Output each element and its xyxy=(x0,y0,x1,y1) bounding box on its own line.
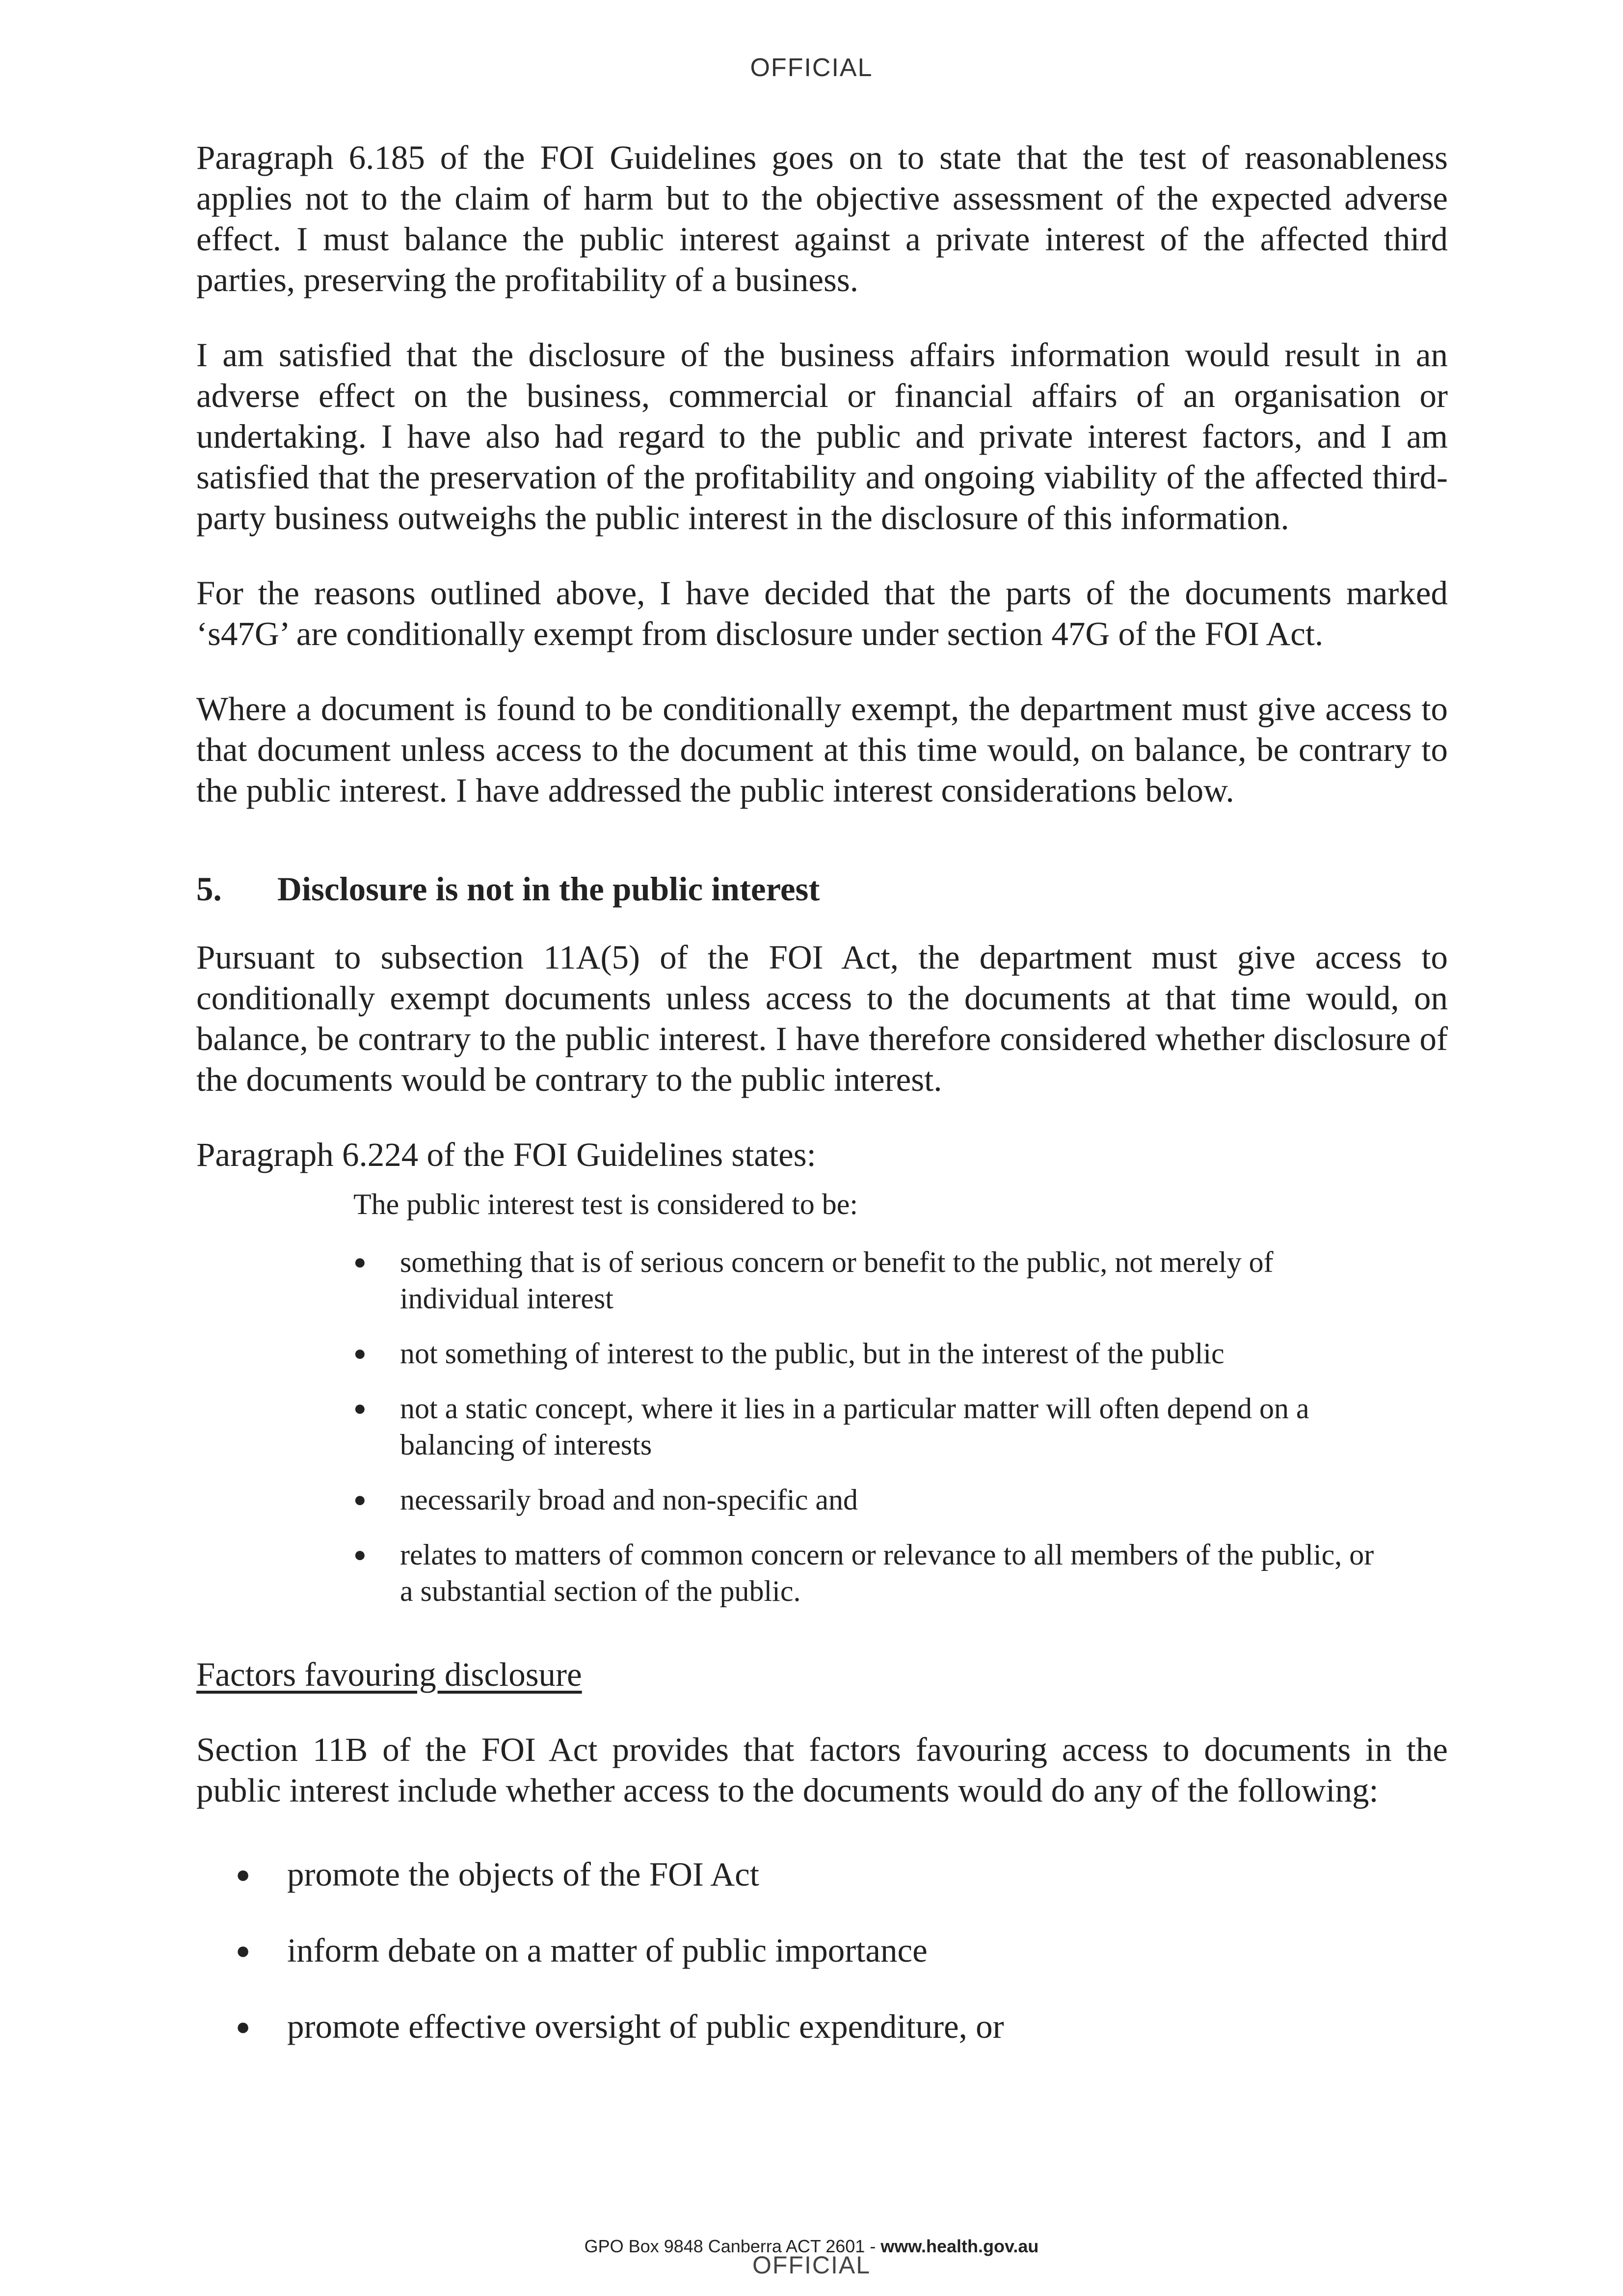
section-title: Disclosure is not in the public interest xyxy=(277,870,820,908)
list-item-text: not something of interest to the public, but in the interest of the public xyxy=(400,1337,1224,1370)
list-item xyxy=(353,1482,1374,1518)
list-item-text: promote the objects of the FOI Act xyxy=(287,1856,759,1893)
list-item-text: promote effective oversight of public expenditure, or xyxy=(287,2008,1004,2045)
list-item-text: necessarily broad and non-specific and xyxy=(400,1484,858,1516)
footer-address: GPO Box 9848 Canberra ACT 2601 - xyxy=(584,2236,881,2256)
bullet-icon: ● xyxy=(236,1861,251,1888)
bullet-icon: ● xyxy=(353,1341,367,1365)
section-heading xyxy=(196,869,1448,910)
paragraph: Paragraph 6.224 of the FOI Guidelines states: xyxy=(196,1136,816,1173)
list-item xyxy=(236,2006,1448,2047)
paragraph: I am satisfied that the disclosure of the business affairs information would result in an adverse effect on the business, commercial or financial affairs of an organisation or undertaking. I have also had regard to the public and private interest factors, and I am satisfied that the preservation of the profitability and ongoing viability of the affected third-party business outweighs the public interest in the disclosure of this information. xyxy=(196,336,1448,537)
paragraph: Paragraph 6.185 of the FOI Guidelines goes on to state that the test of reasonableness applies not to the claim of harm but to the objective assessment of the expected adverse effect. I must balance the public interest against a private interest of the affected third parties, preserving the profitability of a business. xyxy=(196,139,1448,298)
section-number: 5. xyxy=(196,870,222,908)
document-body xyxy=(196,137,1448,2082)
list-item xyxy=(353,1244,1374,1317)
classification-marking-top: OFFICIAL xyxy=(750,54,873,82)
bullet-icon: ● xyxy=(236,1937,251,1964)
list-item-text: something that is of serious concern or benefit to the public, not merely of individual interest xyxy=(400,1246,1274,1315)
list-item xyxy=(353,1537,1374,1609)
paragraph: Pursuant to subsection 11A(5) of the FOI Act, the department must give access to conditionally exempt documents unless access to the documents at that time would, on balance, be contrary to the public interest. I have therefore considered whether disclosure of the documents would be contrary to the public interest. xyxy=(196,939,1448,1098)
bullet-icon: ● xyxy=(353,1542,367,1567)
bullet-icon: ● xyxy=(353,1250,367,1274)
classification-marking-bottom: OFFICIAL xyxy=(752,2251,871,2279)
bullet-icon: ● xyxy=(353,1396,367,1420)
factors-list xyxy=(196,1854,1448,2047)
list-item-text: inform debate on a matter of public importance xyxy=(287,1932,928,1969)
list-item xyxy=(236,1930,1448,1971)
list-item xyxy=(353,1335,1374,1372)
bullet-icon: ● xyxy=(236,2013,251,2040)
block-quote xyxy=(353,1186,1374,1609)
list-item-text: not a static concept, where it lies in a particular matter will often depend on a balancing of interests xyxy=(400,1392,1309,1461)
list-item xyxy=(236,1854,1448,1895)
list-item-text: relates to matters of common concern or relevance to all members of the public, or a substantial section of the public. xyxy=(400,1539,1374,1607)
quote-intro: The public interest test is considered to be: xyxy=(353,1188,858,1220)
bullet-icon: ● xyxy=(353,1487,367,1512)
paragraph: Where a document is found to be conditionally exempt, the department must give access to that document unless access to the document at this time would, on balance, be contrary to the public interest. I have addressed the public interest considerations below. xyxy=(196,690,1448,809)
paragraph: Section 11B of the FOI Act provides that factors favouring access to documents in the public interest include whether access to the documents would do any of the following: xyxy=(196,1731,1448,1809)
quote-list xyxy=(353,1244,1374,1609)
list-item xyxy=(353,1390,1374,1463)
subheading-factors: Factors favouring disclosure xyxy=(196,1656,582,1693)
footer-url[interactable]: www.health.gov.au xyxy=(880,2236,1039,2256)
paragraph: For the reasons outlined above, I have decided that the parts of the documents marked ‘s47G’ are conditionally exempt from disclosure under section 47G of the FOI Act. xyxy=(196,574,1448,652)
